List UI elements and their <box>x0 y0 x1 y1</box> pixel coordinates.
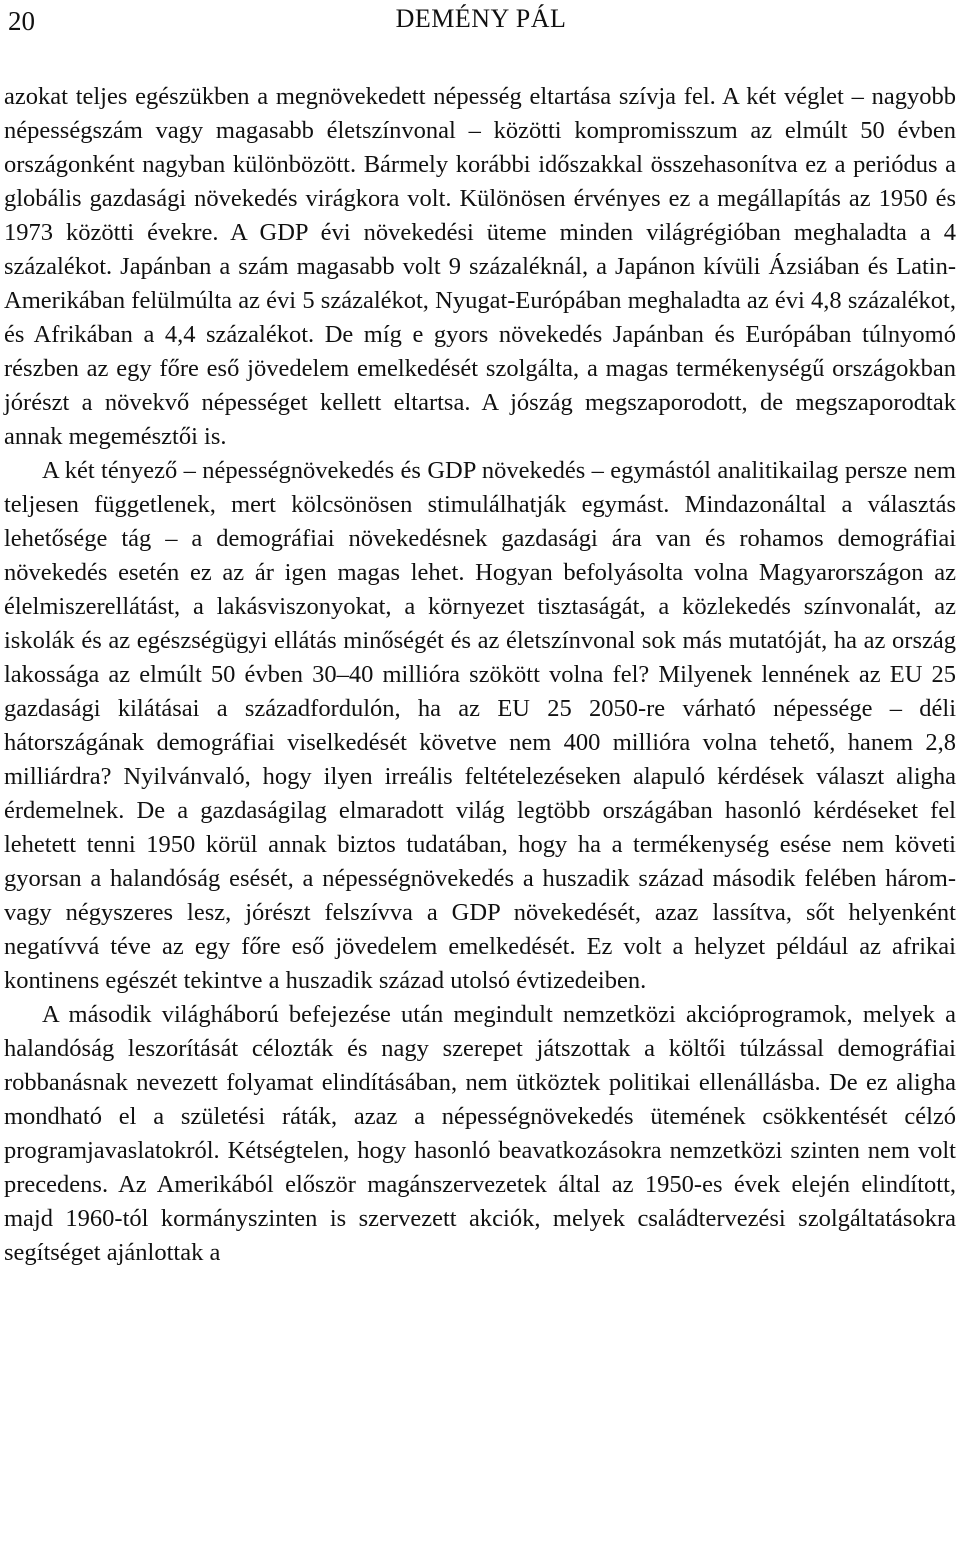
page-number: 20 <box>8 6 35 36</box>
running-head <box>4 0 958 40</box>
body-text <box>4 80 956 1270</box>
paragraph-2: A két tényező – népességnövekedés és GDP növekedés – egymástól analitikailag persze nem teljesen függetlenek, mert kölcsönösen stimulálhatják egymást. Mindazonáltal a választás lehetősége tág – a demográfiai növekedésnek gazdasági ára van és rohamos demográfiai növekedés esetén ez az ár igen magas lehet. Hogyan befolyásolta volna Magyarországon az élelmiszerellátást, a lakásviszonyokat, a környezet tisztaságát, a közlekedés színvonalát, az iskolák és az egészségügyi ellátás minőségét és az életszínvonal sok más mutatóját, ha az ország lakossága az elmúlt 50 évben 30–40 millióra szökött volna fel? Milyenek lennének az EU 25 gazdasági kilátásai a századfordulón, ha az EU 25 2050-re várható népessége – déli hátországának demográfiai viselkedését követve nem 400 millióra volna tehető, hanem 2,8 milliárdra? Nyilvánvaló, hogy ilyen irreális feltételezéseken alapuló kérdések választ aligha érdemelnek. De a gazdaságilag elmaradott világ legtöbb országában hasonló kérdéseket fel lehetett tenni 1950 körül annak biztos tudatában, hogy ha a termékenység esése nem követi gyorsan a halandóság esését, a népességnövekedés a huszadik század második felében három- vagy négyszeres lesz, jórészt felszívva a GDP növekedését, azaz lassítva, sőt helyenként negatívvá téve az egy főre eső jövedelem emelkedését. Ez volt a helyzet például az afrikai kontinens egészét tekintve a huszadik század utolsó évtizedeiben. <box>4 457 956 994</box>
running-title: DEMÉNY PÁL <box>395 4 567 33</box>
paragraph-1: azokat teljes egészükben a megnövekedett népesség eltartása szívja fel. A két véglet – nagyobb népességszám vagy magasabb életszínvonal – közötti kompromisszum az elmúlt 50 évben országonként nagyban különbözött. Bármely korábbi időszakkal összehasonítva ez a periódus a globális gazdasági növekedés virágkora volt. Különösen érvényes ez a megállapítás az 1950 és 1973 közötti évekre. A GDP évi növekedési üteme minden világrégióban meghaladta a 4 százalékot. Japánban a szám magasabb volt 9 százaléknál, a Japánon kívüli Ázsiában és Latin-Amerikában felülmúlta az évi 5 százalékot, Nyugat-Európában meghaladta az évi 4,8 százalékot, és Afrikában a 4,4 százalékot. De míg e gyors növekedés Japánban és Európában túlnyomó részben az egy főre eső jövedelem emelkedését szolgálta, a magas termékenységű országokban jórészt a növekvő népességet kellett eltartsa. A jószág megszaporodott, de megszaporodtak annak megemésztői is. <box>4 83 956 450</box>
paragraph-3: A második világháború befejezése után megindult nemzetközi akcióprogramok, melyek a halandóság leszorítását célozták és nagy szerepet játszottak a költői túlzással demográfiai robbanásnak nevezett folyamat elindításában, nem ütköztek politikai ellenállásba. De ez aligha mondható el a születési ráták, azaz a népességnövekedés ütemének csökkentését célzó programjavaslatokról. Kétségtelen, hogy hasonló beavatkozásokra nemzetközi szinten nem volt precedens. Az Amerikából először magánszervezetek által az 1950-es évek elején elindított, majd 1960-tól kormányszinten is szervezett akciók, melyek családtervezési szolgáltatásokra segítséget ajánlottak a <box>4 1001 956 1266</box>
